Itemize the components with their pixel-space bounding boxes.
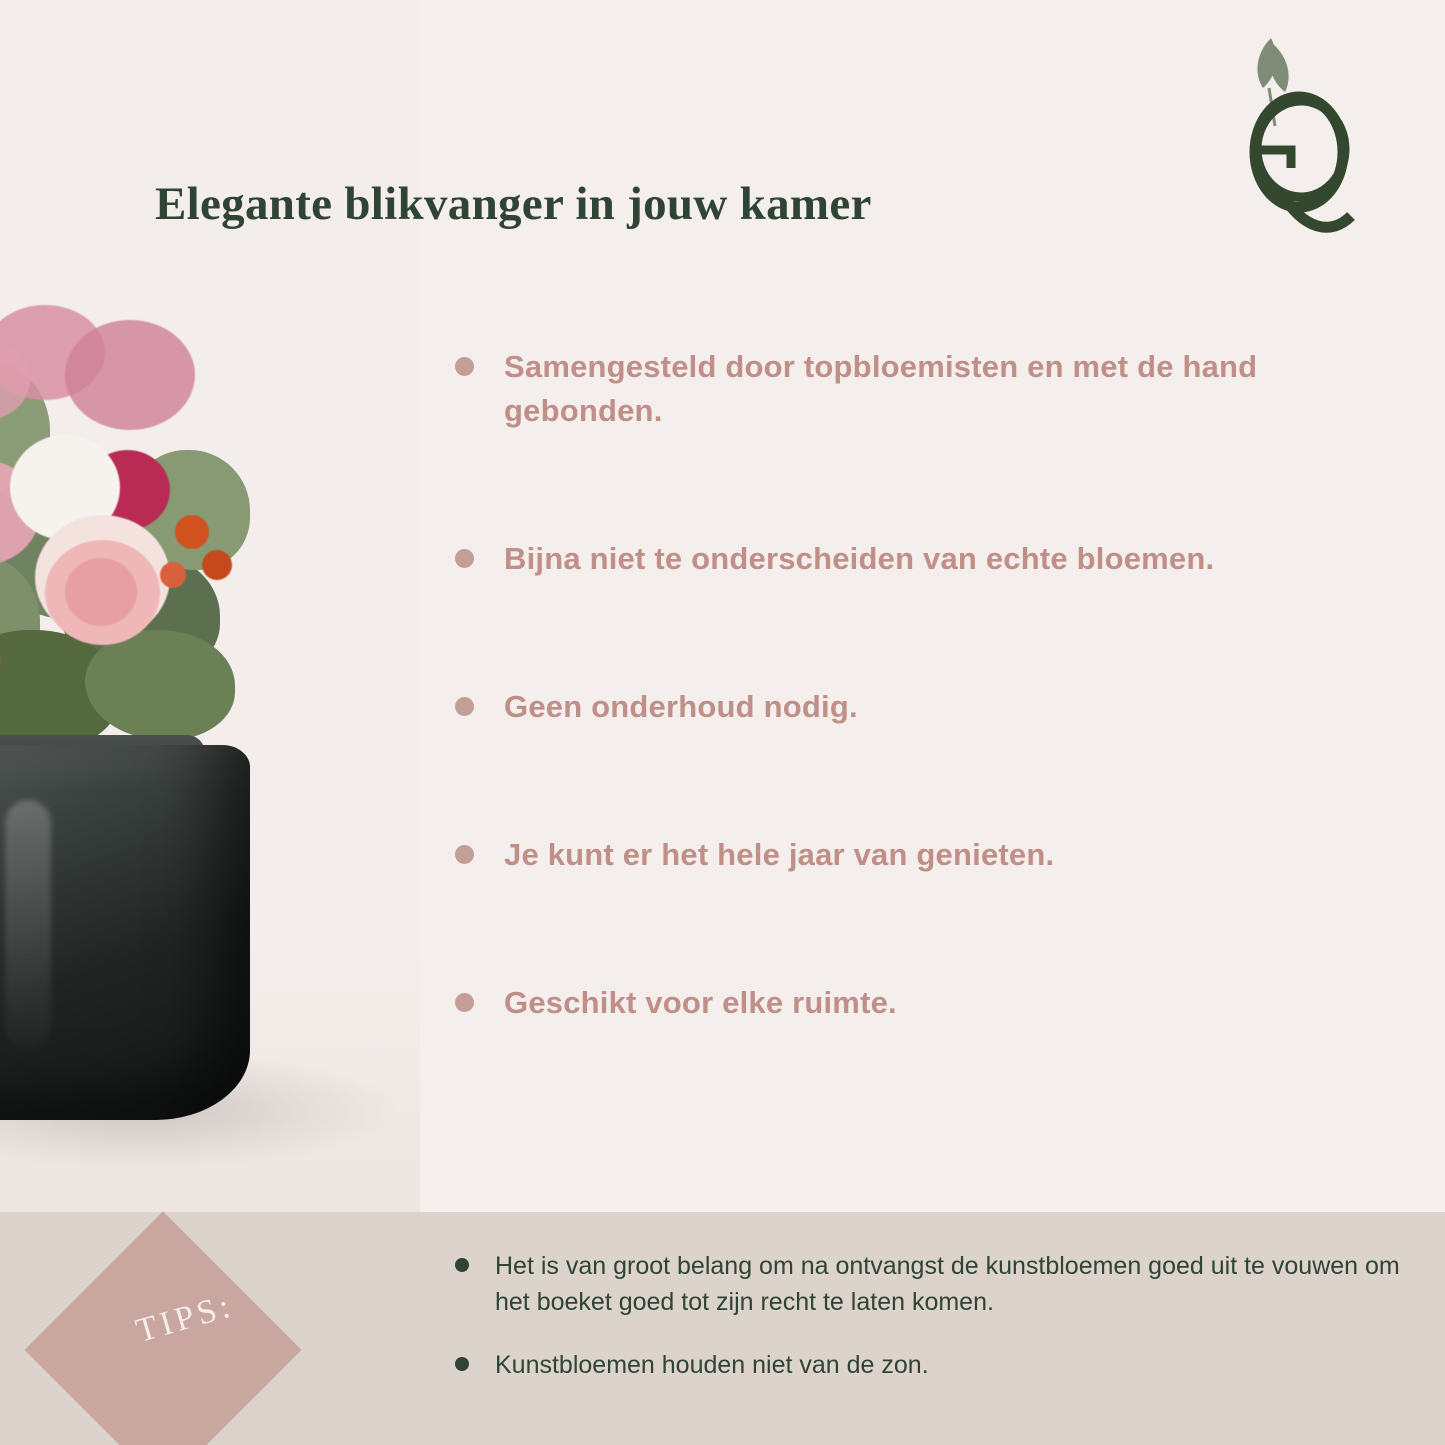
page-title: Elegante blikvanger in jouw kamer [155, 178, 872, 231]
bouquet-flowers [0, 300, 420, 770]
list-item [455, 1347, 1405, 1383]
benefit-text: Geschikt voor elke ruimte. [504, 985, 897, 1021]
bullet-dot-icon [455, 697, 474, 716]
benefit-text: Bijna niet te onderscheiden van echte bloemen. [504, 541, 1215, 577]
bullet-dot-icon [455, 1258, 469, 1272]
bullet-dot-icon [455, 357, 474, 376]
list-item [455, 685, 1385, 729]
list-item [455, 345, 1385, 433]
bullet-dot-icon [455, 993, 474, 1012]
benefit-text: Samengesteld door topbloemisten en met de hand gebonden. [504, 349, 1258, 429]
bullet-dot-icon [455, 845, 474, 864]
vase-highlight [5, 800, 51, 1050]
benefits-list [455, 345, 1385, 1025]
list-item [455, 1248, 1405, 1321]
tip-text: Kunstbloemen houden niet van de zon. [495, 1350, 929, 1379]
tips-list [455, 1248, 1405, 1409]
tip-text: Het is van groot belang om na ontvangst de kunstbloemen goed uit te vouwen om het boeket goed tot zijn recht te laten komen. [495, 1252, 1400, 1317]
list-item [455, 833, 1385, 877]
benefit-text: Je kunt er het hele jaar van genieten. [504, 837, 1055, 873]
gq-monogram-logo [1153, 30, 1383, 265]
list-item [455, 537, 1385, 581]
list-item [455, 981, 1385, 1025]
bullet-dot-icon [455, 1357, 469, 1371]
tips-badge-label: TIPS: [132, 1287, 238, 1350]
benefit-text: Geen onderhoud nodig. [504, 689, 858, 725]
bullet-dot-icon [455, 549, 474, 568]
